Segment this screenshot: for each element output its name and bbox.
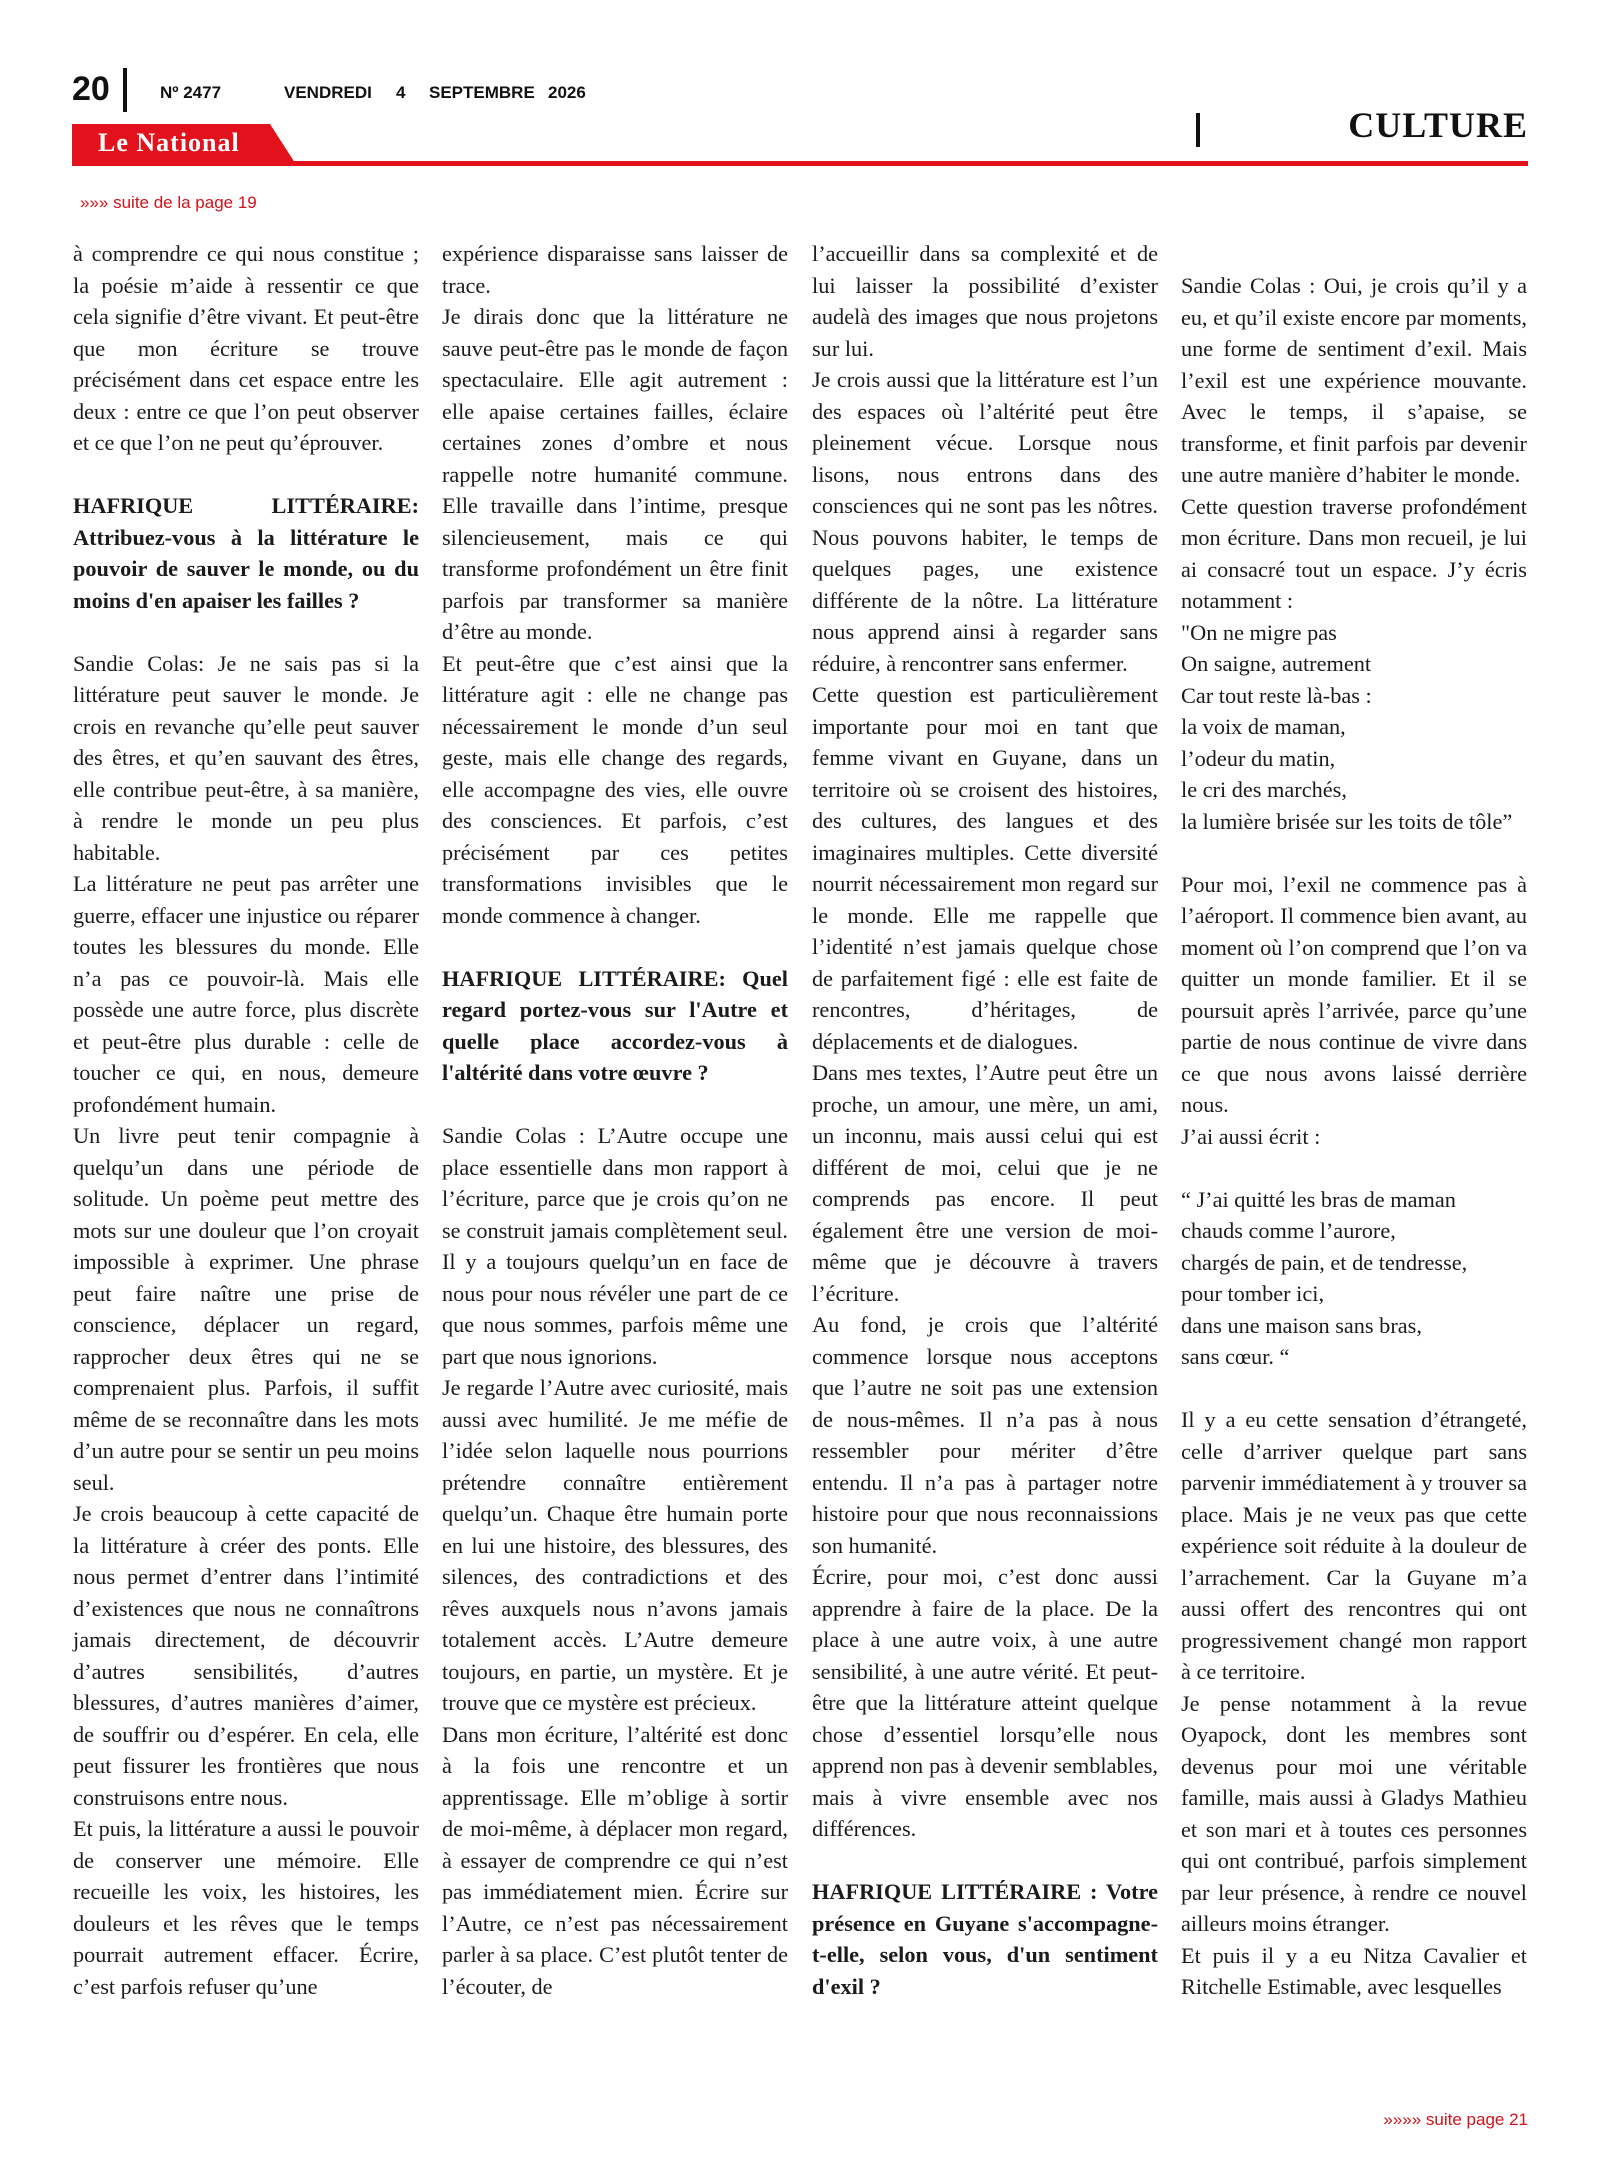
paragraph: Cette question traverse profondément mon écriture. Dans mon recueil, je lui ai consacré tout un espace. J’y écris notamment : — [1181, 493, 1527, 613]
interview-question: HAFRIQUE LITTÉRAIRE: Attribuez-vous à la littérature le pouvoir de sauver le monde, ou du moins d'en apaiser les failles ? — [73, 493, 419, 613]
paragraph: Je crois aussi que la littérature est l’un des espaces où l’altérité peut être pleinement vécue. Lorsque nous lisons, nous entrons dans des consciences qui ne sont pas les nôtres. Nous pouvons habiter, le temps de quelques pages, une existence différente de la nôtre. La littérature nous apprend ainsi à regarder sans réduire, à rencontrer sans enfermer. — [812, 367, 1158, 676]
paragraph: Et peut-être que c’est ainsi que la littérature agit : elle ne change pas nécessairement le monde d’un seul geste, mais elle change des regards, elle accompagne des vies, elle ouvre des consciences. Et parfois, c’est précisément par ces petites transformations invisibles que le monde commence à changer. — [442, 650, 788, 928]
continued-to[interactable]: »»»» suite page 21 — [1383, 2110, 1528, 2129]
poem-line: le cri des marchés, — [1181, 777, 1347, 802]
paragraph: Sandie Colas : L’Autre occupe une place essentielle dans mon rapport à l’écriture, parce que je crois qu’on ne se construit jamais complètement seul. Il y a toujours quelqu’un en face de nous pour nous révéler une part de ce que nous sommes, parfois même une part que nous ignorions. — [442, 1123, 788, 1369]
paragraph: Pour moi, l’exil ne commence pas à l’aéroport. Il commence bien avant, au moment où l’on comprend que l’on va quitter un monde familier. Et il se poursuit après l’arrivée, parce qu’une partie de nous continue de vivre dans ce que nous avons laissé derrière nous. — [1181, 871, 1527, 1117]
poem-line: sans cœur. “ — [1181, 1344, 1290, 1369]
newspaper-logo: Le National — [98, 128, 240, 157]
paragraph: Je regarde l’Autre avec curiosité, mais aussi avec humilité. Je me méfie de l’idée selon laquelle nous pourrions prétendre connaître entièrement quelqu’un. Chaque être humain porte en lui une histoire, des blessures, des silences, des contradictions et des rêves auxquels nous n’avons jamais totalement accès. L’Autre demeure toujours, en partie, un mystère. Et je trouve que ce mystère est précieux. — [442, 1375, 788, 1715]
paragraph: expérience disparaisse sans laisser de trace. — [442, 241, 788, 298]
poem-line: chauds comme l’aurore, — [1181, 1218, 1396, 1243]
paragraph: l’accueillir dans sa complexité et de lui laisser la possibilité d’exister audelà des images que nous projetons sur lui. — [812, 241, 1158, 361]
poem-line: "On ne migre pas — [1181, 619, 1337, 645]
paragraph: Au fond, je crois que l’altérité commence lorsque nous acceptons que l’autre ne soit pas une extension de nous-mêmes. Il n’a pas à nous ressembler pour mériter d’être entendu. Il n’a pas à partager notre histoire pour que nous reconnaissions son humanité. — [812, 1312, 1158, 1558]
article-column-1 — [73, 238, 419, 2002]
page-number: 20 — [72, 70, 110, 108]
paragraph: Un livre peut tenir compagnie à quelqu’un dans une période de solitude. Un poème peut mettre des mots sur une douleur que l’on croyait impossible à exprimer. Une phrase peut faire naître une prise de conscience, déplacer un regard, rapprocher deux êtres qui ne se comprenaient plus. Parfois, il suffit même de se reconnaître dans les mots d’un autre pour se sentir un peu moins seul. — [73, 1123, 419, 1495]
paragraph: Sandie Colas : Oui, je crois qu’il y a eu, et qu’il existe encore par moments, une forme de sentiment d’exil. Mais l’exil est une expérience mouvante. Avec le temps, il s’apaise, se transforme, et finit parfois par devenir une autre manière d’habiter le monde. — [1181, 273, 1527, 487]
interview-question: HAFRIQUE LITTÉRAIRE : Votre présence en Guyane s'accompagne-t-elle, selon vous, d'un sentiment d'exil ? — [812, 1879, 1158, 1999]
issue-month: SEPTEMBRE — [429, 83, 535, 102]
paragraph: J’ai aussi écrit : — [1181, 1123, 1321, 1149]
paragraph: Je crois beaucoup à cette capacité de la littérature à créer des ponts. Elle nous permet d’entrer dans l’intimité d’existences que nous ne connaîtrons jamais directement, de découvrir d’autres sensibilités, d’autres blessures, d’autres manières d’aimer, de souffrir ou d’espérer. En cela, elle peut fissurer les frontières que nous construisons entre nous. — [73, 1501, 419, 1810]
poem-line: dans une maison sans bras, — [1181, 1312, 1422, 1338]
issue-year: 2026 — [548, 83, 586, 102]
article-column-3 — [812, 238, 1158, 2002]
poem-line: pour tomber ici, — [1181, 1281, 1325, 1306]
paragraph: Sandie Colas: Je ne sais pas si la littérature peut sauver le monde. Je crois en revanche qu’elle peut sauver des êtres, et qu’en sauvant des êtres, elle contribue peut-être, à sa manière, à rendre le monde un peu plus habitable. — [73, 650, 419, 865]
section-divider — [1196, 113, 1200, 147]
poem-line: chargés de pain, et de tendresse, — [1181, 1249, 1468, 1275]
poem-line: la voix de maman, — [1181, 714, 1346, 739]
continued-from: »»» suite de la page 19 — [80, 193, 257, 212]
paragraph: La littérature ne peut pas arrêter une guerre, effacer une injustice ou réparer toutes les blessures du monde. Elle n’a pas ce pouvoir-là. Mais elle possède une autre force, plus discrète et peut-être plus durable : celle de toucher ce qui, en nous, demeure profondément humain. — [73, 871, 419, 1117]
paragraph: à comprendre ce qui nous constitue ; la poésie m’aide à ressentir ce que cela signifie d’être vivant. Et peut-être que mon écriture se trouve précisément dans cet espace entre les deux : entre ce que l’on peut observer et ce que l’on ne peut qu’éprouver. — [73, 241, 419, 455]
paragraph: Et puis, la littérature a aussi le pouvoir de conserver une mémoire. Elle recueille les voix, les histoires, les douleurs et les rêves que le temps pourrait autrement effacer. Écrire, c’est parfois refuser qu’une — [73, 1816, 419, 1999]
article-column-2 — [442, 238, 788, 2002]
paragraph: Et puis il y a eu Nitza Cavalier et Ritchelle Estimable, avec lesquelles — [1181, 1942, 1527, 1999]
poem-line: “ J’ai quitté les bras de maman — [1181, 1186, 1456, 1212]
paragraph: Écrire, pour moi, c’est donc aussi apprendre à faire de la place. De la place à une autre voix, à une autre sensibilité, à une autre vérité. Et peut-être que la littérature atteint quelque chose d’essentiel lorsqu’elle nous apprend non pas à devenir semblables, mais à vivre ensemble avec nos différences. — [812, 1564, 1158, 1841]
poem-line: l’odeur du matin, — [1181, 745, 1336, 771]
paragraph: Dans mes textes, l’Autre peut être un proche, un amour, une mère, un ami, un inconnu, mais aussi celui qui est différent de moi, celui que je ne comprends pas encore. Il peut également être une version de moi-même que je découvre à travers l’écriture. — [812, 1060, 1158, 1306]
issue-date: 4 — [396, 83, 406, 102]
header-rule — [72, 161, 1528, 166]
poem-line: Car tout reste là-bas : — [1181, 682, 1372, 708]
poem-line: la lumière brisée sur les toits de tôle” — [1181, 808, 1513, 834]
paragraph: Je dirais donc que la littérature ne sauve peut-être pas le monde de façon spectaculaire. Elle agit autrement : elle apaise certaines failles, éclaire certaines zones d’ombre et nous rappelle notre humanité commune. Elle travaille dans l’intime, presque silencieusement, mais ce qui transforme profondément un être finit parfois par transformer sa manière d’être au monde. — [442, 304, 788, 644]
header-divider — [123, 68, 127, 112]
paragraph: Il y a eu cette sensation d’étrangeté, celle d’arriver quelque part sans parvenir immédiatement à y trouver sa place. Mais je ne veux pas que cette expérience soit réduite à la douleur de l’arrachement. Car la Guyane m’a aussi offert des rencontres qui ont progressivement changé mon rapport à ce territoire. — [1181, 1407, 1527, 1684]
section-title: CULTURE — [1348, 105, 1528, 145]
poem-line: On saigne, autrement — [1181, 651, 1372, 676]
paragraph: Dans mon écriture, l’altérité est donc à la fois une rencontre et un apprentissage. Elle m’oblige à sortir de moi-même, à déplacer mon regard, à essayer de comprendre ce qui n’est pas immédiatement mien. Écrire sur l’Autre, ce n’est pas nécessairement parler à sa place. C’est plutôt tenter de l’écouter, de — [442, 1721, 788, 1999]
paragraph: Je pense notamment à la revue Oyapock, dont les membres sont devenus pour moi une véritable famille, mais aussi à Gladys Mathieu et son mari et à toutes ces personnes qui ont contribué, parfois simplement par leur présence, à rendre ce nouvel ailleurs moins étranger. — [1181, 1690, 1527, 1936]
interview-question: HAFRIQUE LITTÉRAIRE: Quel regard portez-vous sur l'Autre et quelle place accordez-vous à l'altérité dans votre œuvre ? — [442, 965, 788, 1085]
issue-number: Nº 2477 — [160, 83, 222, 102]
paragraph: Cette question est particulièrement importante pour moi en tant que femme vivant en Guyane, dans un territoire où se croisent des histoires, des cultures, des langues et des imaginaires multiples. Cette diversité nourrit nécessairement mon regard sur le monde. Elle me rappelle que l’identité n’est jamais quelque chose de parfaitement figé : elle est faite de rencontres, d’héritages, de déplacements et de dialogues. — [812, 682, 1158, 1054]
issue-day: VENDREDI — [284, 83, 372, 102]
article-column-4 — [1181, 270, 1527, 2003]
